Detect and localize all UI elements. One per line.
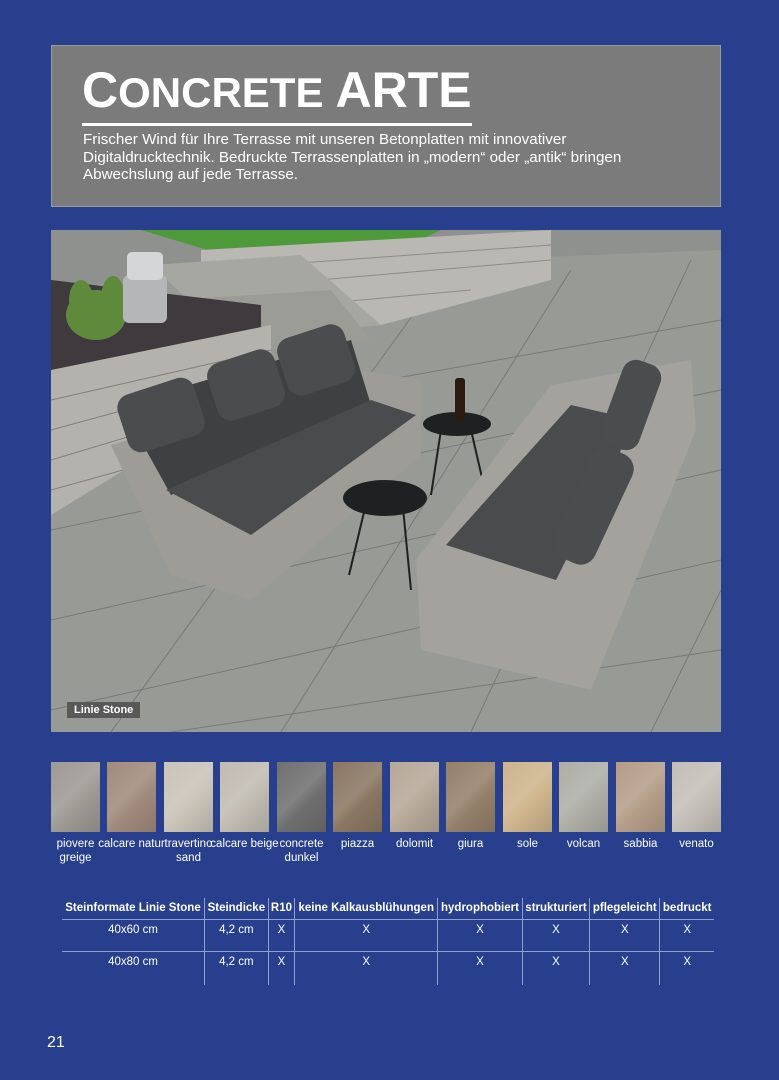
table-cell: X <box>295 920 438 952</box>
terrace-photo <box>51 230 721 732</box>
color-swatch <box>446 762 495 850</box>
color-swatches <box>51 762 721 872</box>
spec-column-header: Steinformate Linie Stone <box>62 898 205 920</box>
swatch-name: calcare natur <box>98 838 165 850</box>
table-cell: X <box>295 952 438 986</box>
color-swatch <box>277 762 326 864</box>
spec-column-header: hydrophobiert <box>438 898 522 920</box>
color-swatch <box>98 762 165 850</box>
title-initial: C <box>82 62 119 118</box>
color-swatch <box>333 762 382 850</box>
swatch-name: calcare beige <box>210 838 279 850</box>
table-cell: 4,2 cm <box>205 952 269 986</box>
terrace-illustration <box>51 230 721 732</box>
table-cell: X <box>438 920 522 952</box>
table-cell: X <box>590 920 660 952</box>
title-smallcaps: ONCRETE <box>118 69 324 116</box>
swatch-tile <box>277 762 326 832</box>
table-row <box>62 952 714 986</box>
header-box <box>51 45 721 207</box>
color-swatch <box>51 762 100 864</box>
intro-text: Frischer Wind für Ihre Terrasse mit unseren Betonplatten mit innovativer Digitaldrucktechnik. Bedruckte Terrassenplatten in „modern“ oder „antik“ bringen Abwechslung auf jede Terrasse. <box>83 131 622 183</box>
color-swatch <box>390 762 439 850</box>
table-cell: 40x80 cm <box>108 956 158 968</box>
color-swatch <box>503 762 552 850</box>
table-cell: X <box>268 920 295 952</box>
swatch-tile <box>390 762 439 832</box>
table-cell: X <box>438 952 522 986</box>
color-swatch <box>210 762 279 850</box>
table-cell: 40x60 cm <box>62 920 205 952</box>
table-cell: X <box>268 952 295 986</box>
spec-column-header: keine Kalkausblühungen <box>295 898 438 920</box>
page-title <box>82 60 472 126</box>
swatch-name: piovere greige <box>56 838 95 864</box>
swatch-tile <box>51 762 100 832</box>
spec-table-header-row <box>62 898 714 920</box>
swatch-name: piazza <box>340 838 375 850</box>
swatch-name: travertino sand <box>164 838 213 864</box>
photo-caption: Linie Stone <box>67 702 140 718</box>
table-cell: X <box>590 952 660 986</box>
swatch-name: sabbia <box>623 838 658 850</box>
swatch-name: sole <box>516 838 539 850</box>
swatch-name: volcan <box>566 838 601 850</box>
color-swatch <box>559 762 608 850</box>
spec-column-header: Steindicke <box>205 898 269 920</box>
swatch-tile <box>672 762 721 832</box>
swatch-tile <box>446 762 495 832</box>
table-cell: X <box>660 920 714 952</box>
swatch-tile <box>220 762 269 832</box>
spec-table-body <box>62 920 714 986</box>
table-cell: X <box>522 920 590 952</box>
color-swatch <box>164 762 213 864</box>
spec-column-header: strukturiert <box>522 898 590 920</box>
swatch-name: venato <box>679 838 714 850</box>
page-number: 21 <box>47 1034 65 1051</box>
swatch-tile <box>107 762 156 832</box>
swatch-name: giura <box>457 838 484 850</box>
title-rest: ARTE <box>323 62 472 118</box>
swatch-name: dolomit <box>395 838 434 850</box>
table-cell: X <box>660 952 714 986</box>
spec-column-header: R10 <box>268 898 295 920</box>
swatch-name: concrete dunkel <box>279 838 324 864</box>
swatch-tile <box>559 762 608 832</box>
table-cell: 4,2 cm <box>205 920 269 952</box>
swatch-tile <box>164 762 213 832</box>
color-swatch <box>672 762 721 850</box>
swatch-tile <box>616 762 665 832</box>
color-swatch <box>616 762 665 850</box>
table-row <box>62 920 714 952</box>
swatch-tile <box>503 762 552 832</box>
spec-table <box>62 898 714 985</box>
spec-column-header: bedruckt <box>660 898 714 920</box>
swatch-tile <box>333 762 382 832</box>
spec-column-header: pflegeleicht <box>590 898 660 920</box>
table-cell: X <box>522 952 590 986</box>
